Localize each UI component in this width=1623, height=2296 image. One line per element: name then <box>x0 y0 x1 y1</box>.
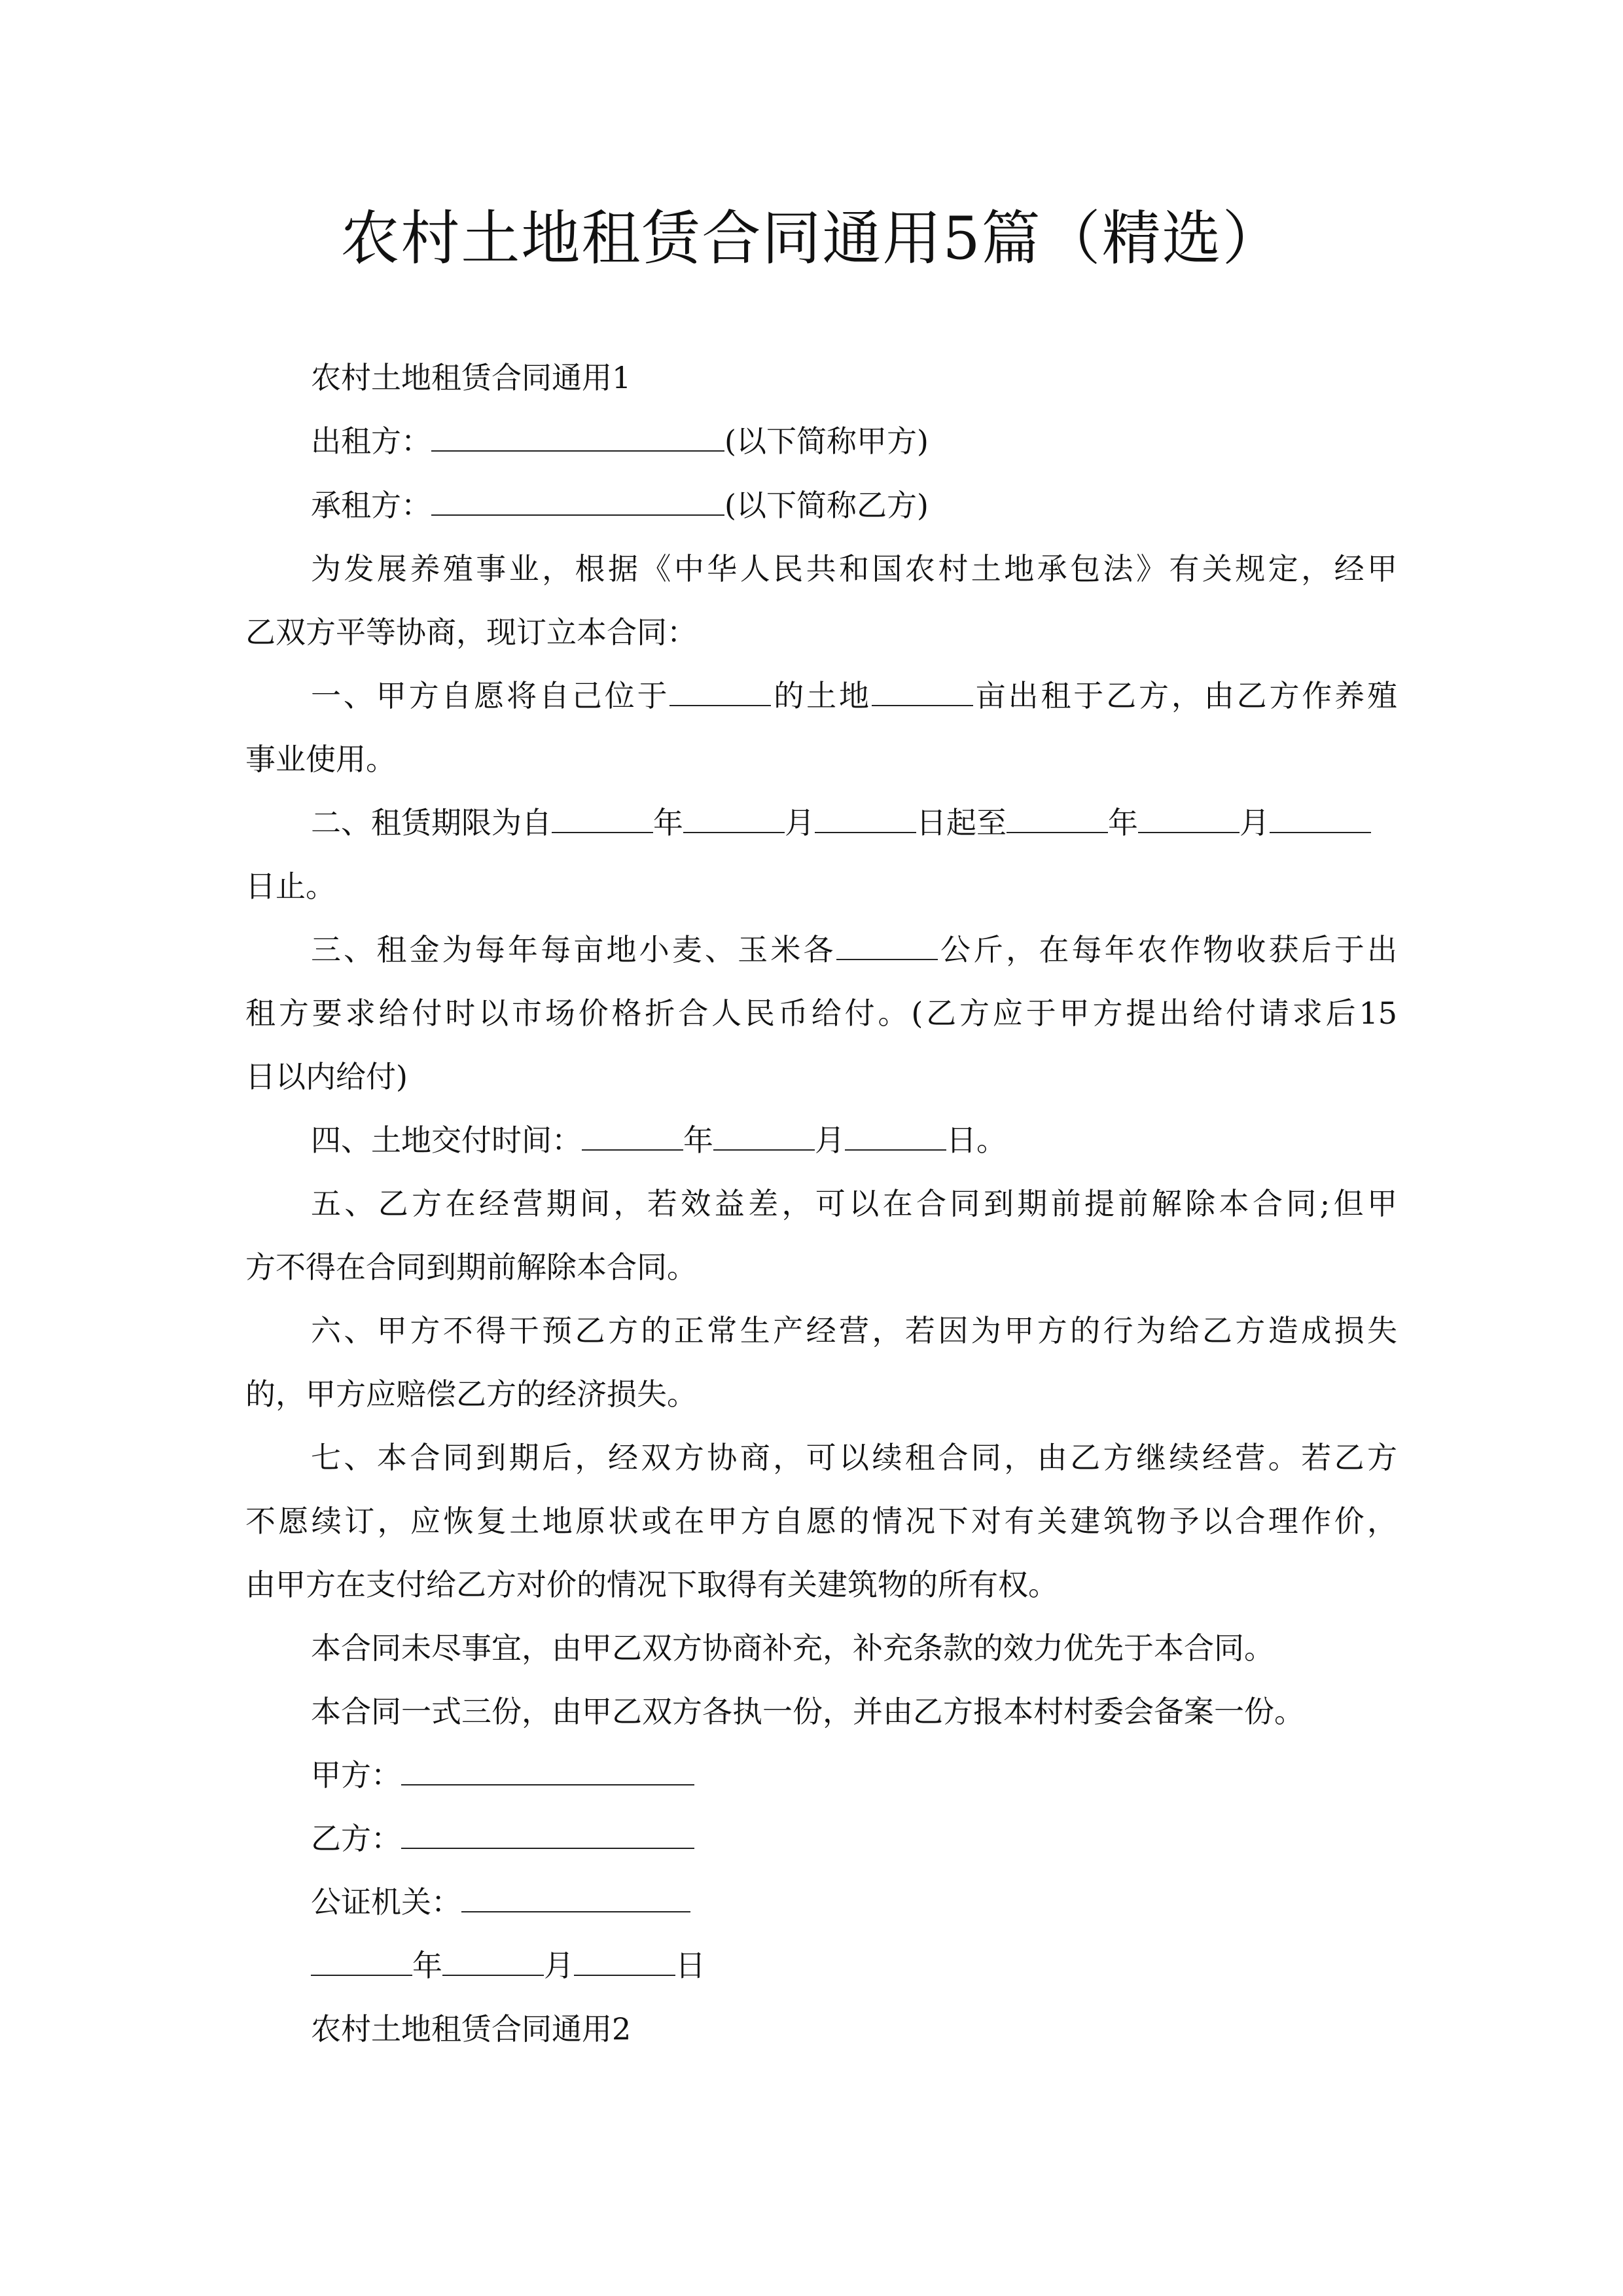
party-b-signature <box>311 1818 1397 1859</box>
lessor-blank <box>431 424 724 452</box>
month-label: 月 <box>785 805 815 840</box>
clause-1-text-a: 一、甲方自愿将自己位于 <box>311 678 670 713</box>
clause-5-line-1: 五、乙方在经营期间，若效益差，可以在合同到期前提前解除本合同;但甲 <box>311 1186 1397 1221</box>
month-label: 月 <box>1240 805 1270 840</box>
end-day-blank <box>1270 806 1371 833</box>
year-label: 年 <box>653 805 683 840</box>
clause-4-text-end: 日。 <box>946 1122 1007 1158</box>
clause-2-line-2: 日止。 <box>245 869 336 904</box>
delivery-day-blank <box>845 1123 946 1151</box>
year-label: 年 <box>683 1122 713 1158</box>
start-year-blank <box>552 806 653 833</box>
clause-4-line <box>311 1119 1397 1161</box>
notary-blank <box>461 1885 690 1912</box>
clause-7-line-3: 由甲方在支付给乙方对价的情况下取得有关建筑物的所有权。 <box>245 1567 1058 1602</box>
lessee-suffix: (以下简称乙方) <box>724 488 929 523</box>
lessor-line <box>311 420 1397 462</box>
section-heading-1: 农村土地租赁合同通用1 <box>311 360 632 395</box>
end-month-blank <box>1138 806 1240 833</box>
clause-2-line-1 <box>311 802 1397 844</box>
clause-1-text-b: 的土地 <box>771 678 872 713</box>
month-label: 月 <box>544 1948 574 1983</box>
year-label: 年 <box>412 1948 442 1983</box>
clause-3-text-a: 三、租金为每年每亩地小麦、玉米各 <box>311 932 836 967</box>
supplement-line: 本合同未尽事宜，由甲乙双方协商补充，补充条款的效力优先于本合同。 <box>311 1630 1274 1666</box>
party-a-blank <box>401 1758 694 1785</box>
lessor-label: 出租方： <box>311 423 431 459</box>
signing-date-line <box>311 1945 1397 1986</box>
notary-signature <box>311 1881 1397 1923</box>
clause-4-text-a: 四、土地交付时间： <box>311 1122 582 1158</box>
clause-3-text-b: 公斤，在每年农作物收获后于出 <box>937 932 1398 967</box>
clause-2-text-a: 二、租赁期限为自 <box>311 805 552 840</box>
clause-3-line-2: 租方要求给付时以市场价格折合人民币给付。(乙方应于甲方提出给付请求后15 <box>245 996 1397 1031</box>
delivery-year-blank <box>582 1123 683 1151</box>
lessee-label: 承租方： <box>311 488 431 523</box>
party-a-label: 甲方： <box>311 1757 401 1793</box>
document-title: 农村土地租赁合同通用5篇（精选） <box>340 204 1283 273</box>
end-year-blank <box>1007 806 1108 833</box>
clause-3-line-1 <box>311 929 1397 971</box>
sign-month-blank <box>442 1948 544 1976</box>
start-month-blank <box>683 806 785 833</box>
clause-1-line-1 <box>311 675 1397 717</box>
notary-label: 公证机关： <box>311 1884 461 1920</box>
clause-5-line-2: 方不得在合同到期前解除本合同。 <box>245 1249 697 1285</box>
lessor-suffix: (以下简称甲方) <box>724 423 929 459</box>
rent-amount-blank <box>836 933 938 960</box>
party-b-label: 乙方： <box>311 1821 401 1856</box>
clause-3-line-3: 日以内给付) <box>245 1059 408 1094</box>
lessee-line <box>311 484 1397 526</box>
sign-day-blank <box>574 1948 675 1976</box>
clause-1-line-2: 事业使用。 <box>245 742 396 777</box>
party-a-signature <box>311 1754 1397 1796</box>
clause-7-line-1: 七、本合同到期后，经双方协商，可以续租合同，由乙方继续经营。若乙方 <box>311 1440 1397 1475</box>
intro-line-2: 乙双方平等协商，现订立本合同： <box>245 615 697 650</box>
area-blank <box>872 679 973 706</box>
delivery-month-blank <box>713 1123 815 1151</box>
year-label: 年 <box>1108 805 1138 840</box>
clause-6-line-1: 六、甲方不得干预乙方的正常生产经营，若因为甲方的行为给乙方造成损失 <box>311 1313 1397 1348</box>
clause-1-text-c: 亩出租于乙方，由乙方作养殖 <box>972 678 1398 713</box>
party-b-blank <box>401 1821 694 1849</box>
lessee-blank <box>431 488 724 516</box>
clause-6-line-2: 的，甲方应赔偿乙方的经济损失。 <box>245 1376 697 1412</box>
location-blank <box>669 679 771 706</box>
clause-7-line-2: 不愿续订，应恢复土地原状或在甲方自愿的情况下对有关建筑物予以合理作价， <box>245 1503 1397 1539</box>
sign-year-blank <box>311 1948 412 1976</box>
clause-2-text-b: 日起至 <box>916 805 1007 840</box>
section-heading-2: 农村土地租赁合同通用2 <box>311 2011 632 2047</box>
day-label: 日 <box>675 1948 705 1983</box>
copies-line: 本合同一式三份，由甲乙双方各执一份，并由乙方报本村村委会备案一份。 <box>311 1694 1304 1729</box>
start-day-blank <box>815 806 916 833</box>
intro-line-1: 为发展养殖事业，根据《中华人民共和国农村土地承包法》有关规定，经甲 <box>311 551 1397 586</box>
month-label: 月 <box>815 1122 845 1158</box>
